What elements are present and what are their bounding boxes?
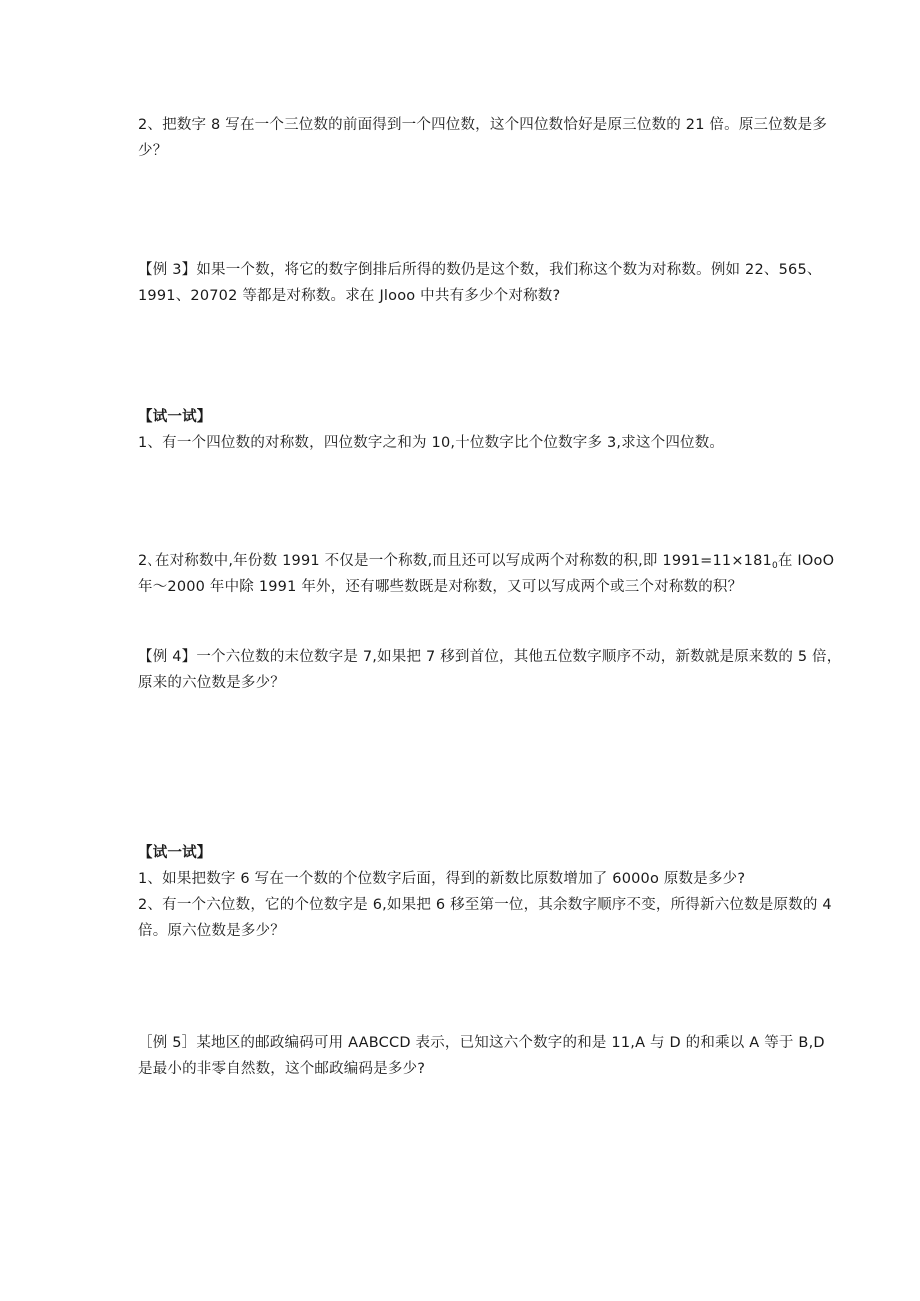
try-it-section-1 — [138, 404, 788, 456]
subscript-zero: 0 — [771, 561, 778, 571]
try-it-heading-2: 【试一试】 — [138, 845, 212, 861]
example-3-line-1: 【例 3】如果一个数，将它的数字倒排后所得的数仍是这个数，我们称这个数为对称数。例如 22、565、 — [138, 262, 822, 278]
try-it-1-item-2 — [138, 548, 835, 600]
try-it-1-item-2-line-1-text: 2､在对称数中,年份数 1991 不仅是一个称数,而且还可以写成两个对称数的积,即 1991=11×181 — [138, 553, 772, 569]
example-4 — [138, 644, 842, 696]
try-it-1-item-2-line-2: 年～2000 年中除 1991 年外，还有哪些数既是对称数，又可以写成两个或三个对称数的积？ — [138, 579, 743, 595]
example-5-line-2: 是最小的非零自然数，这个邮政编码是多少? — [138, 1061, 426, 1077]
example-4-line-2: 原来的六位数是多少？ — [138, 675, 285, 691]
try-it-1-item-2-line-1 — [138, 548, 835, 574]
example-4-line-1: 【例 4】一个六位数的末位数字是 7,如果把 7 移到首位，其他五位数字顺序不动，新数就是原来数的 5 倍， — [138, 649, 842, 665]
question-2-line-2: 少？ — [138, 143, 168, 159]
try-it-2-item-1: 1、如果把数字 6 写在一个数的个位数字后面，得到的新数比原数增加了 6000o 原数是多少? — [138, 871, 746, 887]
example-5-line-1: ［例 5］某地区的邮政编码可用 AABCCD 表示，已知这六个数字的和是 11,A 与 D 的和乘以 A 等于 B,D — [138, 1035, 825, 1051]
example-3-line-2: 1991、20702 等都是对称数。求在 Jlooo 中共有多少个对称数? — [138, 288, 561, 304]
try-it-section-2 — [138, 840, 832, 944]
try-it-2-item-2-line-2: 倍。原六位数是多少？ — [138, 923, 285, 939]
example-3 — [138, 257, 822, 309]
try-it-2-item-2-line-1: 2、有一个六位数，它的个位数字是 6,如果把 6 移至第一位，其余数字顺序不变，所得新六位数是原数的 4 — [138, 897, 832, 913]
try-it-1-item-2-line-1-tail: 在 IOoO — [777, 553, 835, 569]
question-2 — [138, 112, 828, 164]
try-it-heading-1: 【试一试】 — [138, 409, 212, 425]
example-5 — [138, 1030, 825, 1082]
question-2-line-1: 2、把数字 8 写在一个三位数的前面得到一个四位数，这个四位数恰好是原三位数的 21 倍。原三位数是多 — [138, 117, 828, 133]
try-it-1-item-1: 1、有一个四位数的对称数，四位数字之和为 10,十位数字比个位数字多 3,求这个四位数。 — [138, 435, 725, 451]
